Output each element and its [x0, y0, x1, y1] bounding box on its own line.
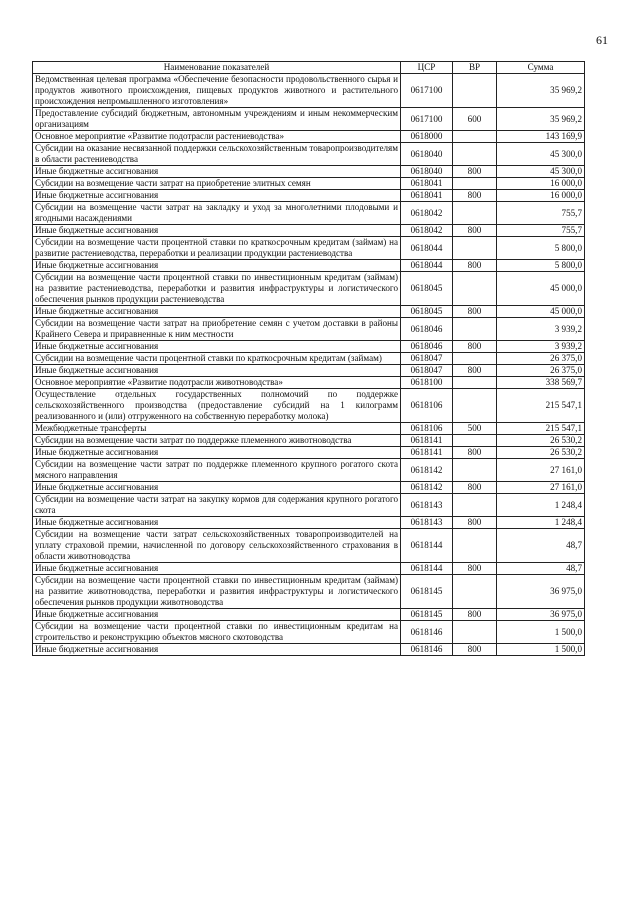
cell-name: Иные бюджетные ассигнования	[33, 306, 401, 318]
cell-sum: 45 000,0	[497, 272, 585, 306]
cell-name: Субсидии на возмещение части процентной ставки по краткосрочным кредитам (займам)	[33, 353, 401, 365]
cell-csr: 0618143	[401, 517, 453, 529]
cell-csr: 0618042	[401, 225, 453, 237]
cell-vr	[453, 318, 497, 341]
cell-vr: 800	[453, 609, 497, 621]
cell-name: Иные бюджетные ассигнования	[33, 644, 401, 656]
cell-name: Осуществление отдельных государственных полномочий по поддержке сельскохозяйственного производства (предоставление субсидий на 1 килограмм реализованного и (или) отгруженного на собственную переработку молока)	[33, 389, 401, 423]
cell-sum: 3 939,2	[497, 318, 585, 341]
cell-name: Иные бюджетные ассигнования	[33, 609, 401, 621]
cell-vr	[453, 74, 497, 108]
cell-sum: 48,7	[497, 563, 585, 575]
cell-csr: 0618045	[401, 272, 453, 306]
cell-name: Субсидии на возмещение части затрат на приобретение семян с учетом доставки в районы Крайнего Севера и приравненные к ним местности	[33, 318, 401, 341]
cell-sum: 143 169,9	[497, 131, 585, 143]
cell-sum: 36 975,0	[497, 609, 585, 621]
table-row	[33, 74, 585, 108]
cell-sum: 45 000,0	[497, 306, 585, 318]
cell-sum: 5 800,0	[497, 260, 585, 272]
cell-sum: 16 000,0	[497, 178, 585, 190]
cell-name: Субсидии на возмещение части затрат сельскохозяйственных товаропроизводителей на уплату страховой премии, начисленной по договору сельскохозяйственного страхования в области животноводства	[33, 529, 401, 563]
cell-csr: 0618042	[401, 202, 453, 225]
cell-name: Иные бюджетные ассигнования	[33, 517, 401, 529]
header-name: Наименование показателей	[33, 62, 401, 74]
cell-csr: 0618041	[401, 190, 453, 202]
cell-vr	[453, 272, 497, 306]
cell-sum: 1 500,0	[497, 644, 585, 656]
table-body	[33, 74, 585, 656]
cell-sum: 215 547,1	[497, 389, 585, 423]
cell-name: Основное мероприятие «Развитие подотрасли растениеводства»	[33, 131, 401, 143]
cell-vr: 800	[453, 225, 497, 237]
cell-sum: 215 547,1	[497, 423, 585, 435]
cell-vr	[453, 621, 497, 644]
cell-vr: 800	[453, 260, 497, 272]
cell-sum: 338 569,7	[497, 377, 585, 389]
cell-sum: 1 248,4	[497, 494, 585, 517]
cell-sum: 27 161,0	[497, 459, 585, 482]
table-row	[33, 178, 585, 190]
cell-vr: 800	[453, 341, 497, 353]
cell-csr: 0618144	[401, 563, 453, 575]
cell-vr	[453, 143, 497, 166]
table-row	[33, 260, 585, 272]
table-row	[33, 447, 585, 459]
table-row	[33, 365, 585, 377]
cell-sum: 16 000,0	[497, 190, 585, 202]
cell-name: Иные бюджетные ассигнования	[33, 365, 401, 377]
cell-name: Субсидии на возмещение части процентной ставки по краткосрочным кредитам (займам) на развитие растениеводства, переработки и реализации продукции растениеводства	[33, 237, 401, 260]
cell-vr: 500	[453, 423, 497, 435]
cell-name: Иные бюджетные ассигнования	[33, 563, 401, 575]
table-row	[33, 225, 585, 237]
cell-name: Иные бюджетные ассигнования	[33, 166, 401, 178]
cell-name: Основное мероприятие «Развитие подотрасли животноводства»	[33, 377, 401, 389]
cell-name: Иные бюджетные ассигнования	[33, 190, 401, 202]
table-row	[33, 272, 585, 306]
table-row	[33, 459, 585, 482]
cell-csr: 0618141	[401, 447, 453, 459]
cell-vr	[453, 178, 497, 190]
cell-name: Субсидии на возмещение части затрат по поддержке племенного животноводства	[33, 435, 401, 447]
table-row	[33, 166, 585, 178]
cell-vr	[453, 202, 497, 225]
cell-csr: 0618106	[401, 389, 453, 423]
cell-sum: 35 969,2	[497, 108, 585, 131]
cell-name: Иные бюджетные ассигнования	[33, 447, 401, 459]
cell-csr: 0618000	[401, 131, 453, 143]
cell-csr: 0618146	[401, 644, 453, 656]
cell-csr: 0618144	[401, 529, 453, 563]
cell-csr: 0618141	[401, 435, 453, 447]
cell-vr: 600	[453, 108, 497, 131]
cell-sum: 26 530,2	[497, 447, 585, 459]
table-row	[33, 644, 585, 656]
cell-csr: 0618146	[401, 621, 453, 644]
cell-name: Иные бюджетные ассигнования	[33, 341, 401, 353]
table-row	[33, 190, 585, 202]
cell-csr: 0618106	[401, 423, 453, 435]
table-row	[33, 575, 585, 609]
table-row	[33, 377, 585, 389]
cell-name: Ведомственная целевая программа «Обеспечение безопасности продовольственного сырья и продуктов животного происхождения, пищевых продуктов животного и растительного происхождения непромышленного изготовления»	[33, 74, 401, 108]
cell-vr	[453, 131, 497, 143]
table-row	[33, 517, 585, 529]
cell-csr: 0618045	[401, 306, 453, 318]
cell-sum: 35 969,2	[497, 74, 585, 108]
table-row	[33, 482, 585, 494]
cell-vr: 800	[453, 365, 497, 377]
table-row	[33, 423, 585, 435]
cell-sum: 26 530,2	[497, 435, 585, 447]
cell-name: Субсидии на возмещение части процентной ставки по инвестиционным кредитам на строительство и реконструкцию объектов мясного скотоводства	[33, 621, 401, 644]
cell-name: Субсидии на возмещение части затрат на закладку и уход за многолетними плодовыми и ягодными насаждениями	[33, 202, 401, 225]
table-row	[33, 318, 585, 341]
cell-name: Субсидии на возмещение части затрат по поддержке племенного крупного рогатого скота мясного направления	[33, 459, 401, 482]
cell-csr: 0617100	[401, 74, 453, 108]
cell-vr	[453, 377, 497, 389]
cell-csr: 0618046	[401, 318, 453, 341]
cell-name: Иные бюджетные ассигнования	[33, 225, 401, 237]
cell-csr: 0618047	[401, 353, 453, 365]
cell-csr: 0618040	[401, 143, 453, 166]
table-row	[33, 237, 585, 260]
cell-sum: 5 800,0	[497, 237, 585, 260]
cell-vr: 800	[453, 306, 497, 318]
cell-csr: 0618145	[401, 575, 453, 609]
cell-sum: 45 300,0	[497, 166, 585, 178]
cell-vr: 800	[453, 482, 497, 494]
cell-vr: 800	[453, 190, 497, 202]
cell-vr	[453, 237, 497, 260]
cell-csr: 0618040	[401, 166, 453, 178]
header-sum: Сумма	[497, 62, 585, 74]
header-vr: ВР	[453, 62, 497, 74]
table-row	[33, 306, 585, 318]
cell-vr: 800	[453, 447, 497, 459]
table-row	[33, 143, 585, 166]
cell-vr	[453, 459, 497, 482]
cell-sum: 26 375,0	[497, 353, 585, 365]
page-number: 61	[596, 33, 608, 47]
cell-sum: 755,7	[497, 225, 585, 237]
cell-name: Межбюджетные трансферты	[33, 423, 401, 435]
cell-name: Субсидии на возмещение части процентной ставки по инвестиционным кредитам (займам) на развитие растениеводства, переработки и развития инфраструктуры и логистического обеспечения рынков продукции растениеводства	[33, 272, 401, 306]
cell-csr: 0618142	[401, 459, 453, 482]
cell-csr: 0617100	[401, 108, 453, 131]
cell-csr: 0618044	[401, 260, 453, 272]
cell-csr: 0618100	[401, 377, 453, 389]
table-row	[33, 563, 585, 575]
cell-vr	[453, 529, 497, 563]
table-row	[33, 494, 585, 517]
cell-name: Субсидии на возмещение части процентной ставки по инвестиционным кредитам (займам) на развитие животноводства, переработки и развития инфраструктуры и логистического обеспечения рынков продукции животноводства	[33, 575, 401, 609]
cell-csr: 0618145	[401, 609, 453, 621]
budget-table	[32, 61, 585, 656]
table-row	[33, 529, 585, 563]
table-row	[33, 389, 585, 423]
cell-name: Субсидии на возмещение части затрат на приобретение элитных семян	[33, 178, 401, 190]
cell-vr	[453, 575, 497, 609]
cell-vr	[453, 494, 497, 517]
cell-csr: 0618044	[401, 237, 453, 260]
cell-vr: 800	[453, 166, 497, 178]
cell-csr: 0618046	[401, 341, 453, 353]
table-row	[33, 131, 585, 143]
header-csr: ЦСР	[401, 62, 453, 74]
cell-sum: 36 975,0	[497, 575, 585, 609]
cell-name: Субсидии на возмещение части затрат на закупку кормов для содержания крупного рогатого скота	[33, 494, 401, 517]
table-row	[33, 621, 585, 644]
cell-name: Иные бюджетные ассигнования	[33, 260, 401, 272]
cell-sum: 1 500,0	[497, 621, 585, 644]
cell-vr	[453, 389, 497, 423]
cell-sum: 1 248,4	[497, 517, 585, 529]
cell-csr: 0618047	[401, 365, 453, 377]
cell-csr: 0618041	[401, 178, 453, 190]
cell-sum: 45 300,0	[497, 143, 585, 166]
cell-csr: 0618142	[401, 482, 453, 494]
table-row	[33, 609, 585, 621]
cell-name: Иные бюджетные ассигнования	[33, 482, 401, 494]
cell-sum: 755,7	[497, 202, 585, 225]
table-row	[33, 353, 585, 365]
cell-vr: 800	[453, 517, 497, 529]
table-row	[33, 202, 585, 225]
cell-name: Предоставление субсидий бюджетным, автономным учреждениям и иным некоммерческим организациям	[33, 108, 401, 131]
cell-vr: 800	[453, 563, 497, 575]
table-header-row	[33, 62, 585, 74]
table-row	[33, 435, 585, 447]
table-row	[33, 108, 585, 131]
cell-vr: 800	[453, 644, 497, 656]
cell-sum: 3 939,2	[497, 341, 585, 353]
cell-vr	[453, 435, 497, 447]
cell-sum: 48,7	[497, 529, 585, 563]
cell-name: Субсидии на оказание несвязанной поддержки сельскохозяйственным товаропроизводителям в области растениеводства	[33, 143, 401, 166]
cell-sum: 26 375,0	[497, 365, 585, 377]
cell-sum: 27 161,0	[497, 482, 585, 494]
cell-csr: 0618143	[401, 494, 453, 517]
cell-vr	[453, 353, 497, 365]
table-row	[33, 341, 585, 353]
